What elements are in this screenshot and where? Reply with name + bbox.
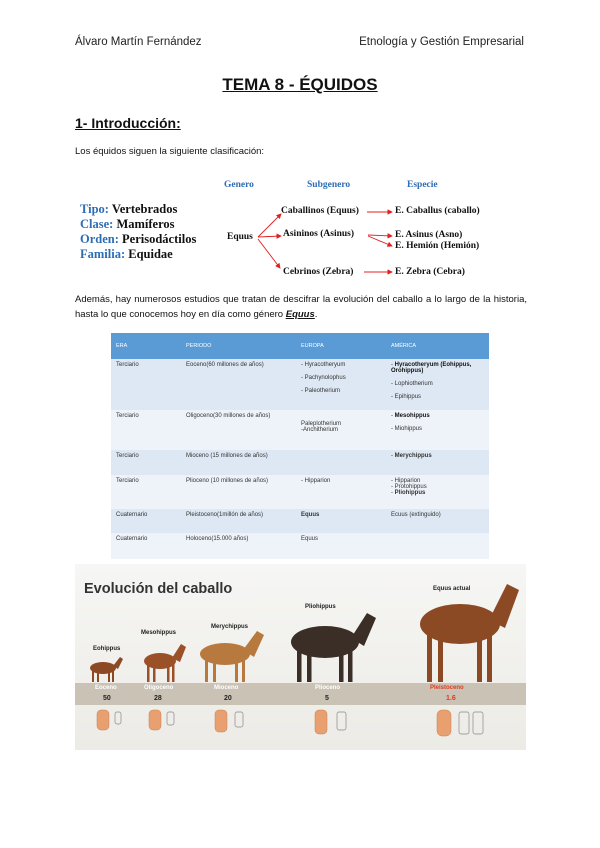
epoch-plioceno: Plioceno	[315, 685, 341, 691]
subgenus-asininos: Asininos (Asinus)	[283, 229, 355, 239]
cell-periodo: Plioceno (10 millones de años)	[181, 475, 296, 509]
species-asinus: E. Asinus (Asno)	[395, 230, 463, 240]
cell-europa: - Hipparion	[296, 475, 386, 509]
species-hemion: E. Hemión (Hemión)	[395, 241, 480, 251]
cell-era: Terciario	[111, 410, 181, 450]
label-merychippus: Merychippus	[211, 624, 249, 630]
equus-figure	[420, 584, 519, 682]
cell-america: Ecuus (extinguido)	[386, 509, 489, 533]
evolution-title: Evolución del caballo	[84, 581, 233, 597]
subgenus-cebrinos: Cebrinos (Zebra)	[283, 267, 354, 277]
hoof-and-teeth-row	[75, 706, 526, 750]
th-america: AMÉRICA	[386, 333, 489, 359]
eras-table	[111, 333, 489, 559]
table-row	[111, 533, 489, 559]
header-subgenero: Subgenero	[307, 180, 351, 190]
cell-europa: Equus	[296, 509, 386, 533]
class-row-orden: Orden: Perisodáctilos	[80, 232, 197, 246]
label-eohippus: Eohippus	[93, 646, 121, 652]
genus-equus: Equus	[227, 232, 253, 242]
cell-era: Terciario	[111, 450, 181, 475]
cell-periodo: Eoceno(60 millones de años)	[181, 359, 296, 410]
cell-periodo: Mioceno (15 millones de años)	[181, 450, 296, 475]
cell-america: - Hipparion - Protohippus - Pliohippus	[386, 475, 489, 509]
cell-era: Cuaternario	[111, 533, 181, 559]
cell-periodo: Pleistoceno(1millón de años)	[181, 509, 296, 533]
horse-silhouettes	[75, 564, 526, 684]
header-author: Álvaro Martín Fernández	[75, 36, 202, 48]
species-zebra: E. Zebra (Cebra)	[395, 267, 465, 277]
epoch-pleistoceno: Pleistoceno	[430, 685, 464, 691]
header-genero: Genero	[224, 180, 254, 190]
header-especie: Especie	[407, 180, 438, 190]
paragraph-evolution: Además, hay numerosos estudios que tratan de descifrar la evolución del caballo a lo largo de la historia, hasta lo que conocemos hoy en día como género Equus.	[75, 294, 527, 320]
th-periodo: PERIODO	[181, 333, 296, 359]
page-title: TEMA 8 - ÉQUIDOS	[222, 75, 378, 94]
cell-america: - Mesohippus - Miohippus	[386, 410, 489, 450]
cell-periodo: Oligoceno(30 millones de años)	[181, 410, 296, 450]
class-row-familia: Familia: Equidae	[80, 247, 173, 261]
cell-america: - Merychippus	[386, 450, 489, 475]
subgenus-caballinos: Caballinos (Equus)	[281, 206, 359, 216]
label-mesohippus: Mesohippus	[141, 630, 177, 636]
horse-evolution-figure	[75, 564, 526, 750]
epoch-eoceno: Eoceno	[95, 685, 117, 691]
epoch-mioceno: Mioceno	[214, 685, 239, 691]
classification-arrows	[78, 178, 518, 280]
table-row	[111, 509, 489, 533]
cell-era: Terciario	[111, 475, 181, 509]
th-europa: EUROPA	[296, 333, 386, 359]
mesohippus-figure	[144, 644, 186, 682]
cell-america: - Hyracotheryum (Eohippus, Orohippus) - Lophiotherium - Epihippus	[386, 359, 489, 410]
cell-era: Terciario	[111, 359, 181, 410]
class-row-clase: Clase: Mamíferos	[80, 217, 175, 231]
table-row	[111, 359, 489, 410]
cell-europa: Equus	[296, 533, 386, 559]
intro-text: Los équidos siguen la siguiente clasificación:	[75, 146, 265, 157]
classification-diagram	[78, 178, 518, 280]
cell-europa: Paleplotherium -Anchitherium	[296, 410, 386, 450]
table-row	[111, 475, 489, 509]
epoch-oligoceno: Oligoceno	[144, 685, 174, 691]
species-caballus: E. Caballus (caballo)	[395, 206, 480, 216]
class-row-tipo: Tipo: Vertebrados	[80, 202, 178, 216]
label-pliohippus: Pliohippus	[305, 604, 336, 610]
cell-era: Cuaternario	[111, 509, 181, 533]
section-heading: 1- Introducción:	[75, 115, 181, 131]
merychippus-figure	[200, 631, 264, 682]
eohippus-figure	[90, 657, 123, 682]
th-era: ERA	[111, 333, 181, 359]
number-4: 5	[325, 695, 329, 702]
header-subject: Etnología y Gestión Empresarial	[359, 36, 524, 48]
number-1: 50	[103, 695, 111, 702]
table-header-row	[111, 333, 489, 359]
cell-america	[386, 533, 489, 559]
table-row	[111, 410, 489, 450]
cell-europa	[296, 450, 386, 475]
number-3: 20	[224, 695, 232, 702]
cell-periodo: Holoceno(15.000 años)	[181, 533, 296, 559]
label-equus: Equus actual	[433, 586, 471, 592]
number-2: 28	[154, 695, 162, 702]
pliohippus-figure	[291, 613, 376, 682]
table-row	[111, 450, 489, 475]
number-5: 1.6	[446, 695, 456, 702]
cell-europa: - Hyracotheryum - Pachynolophus - Paleotherium	[296, 359, 386, 410]
